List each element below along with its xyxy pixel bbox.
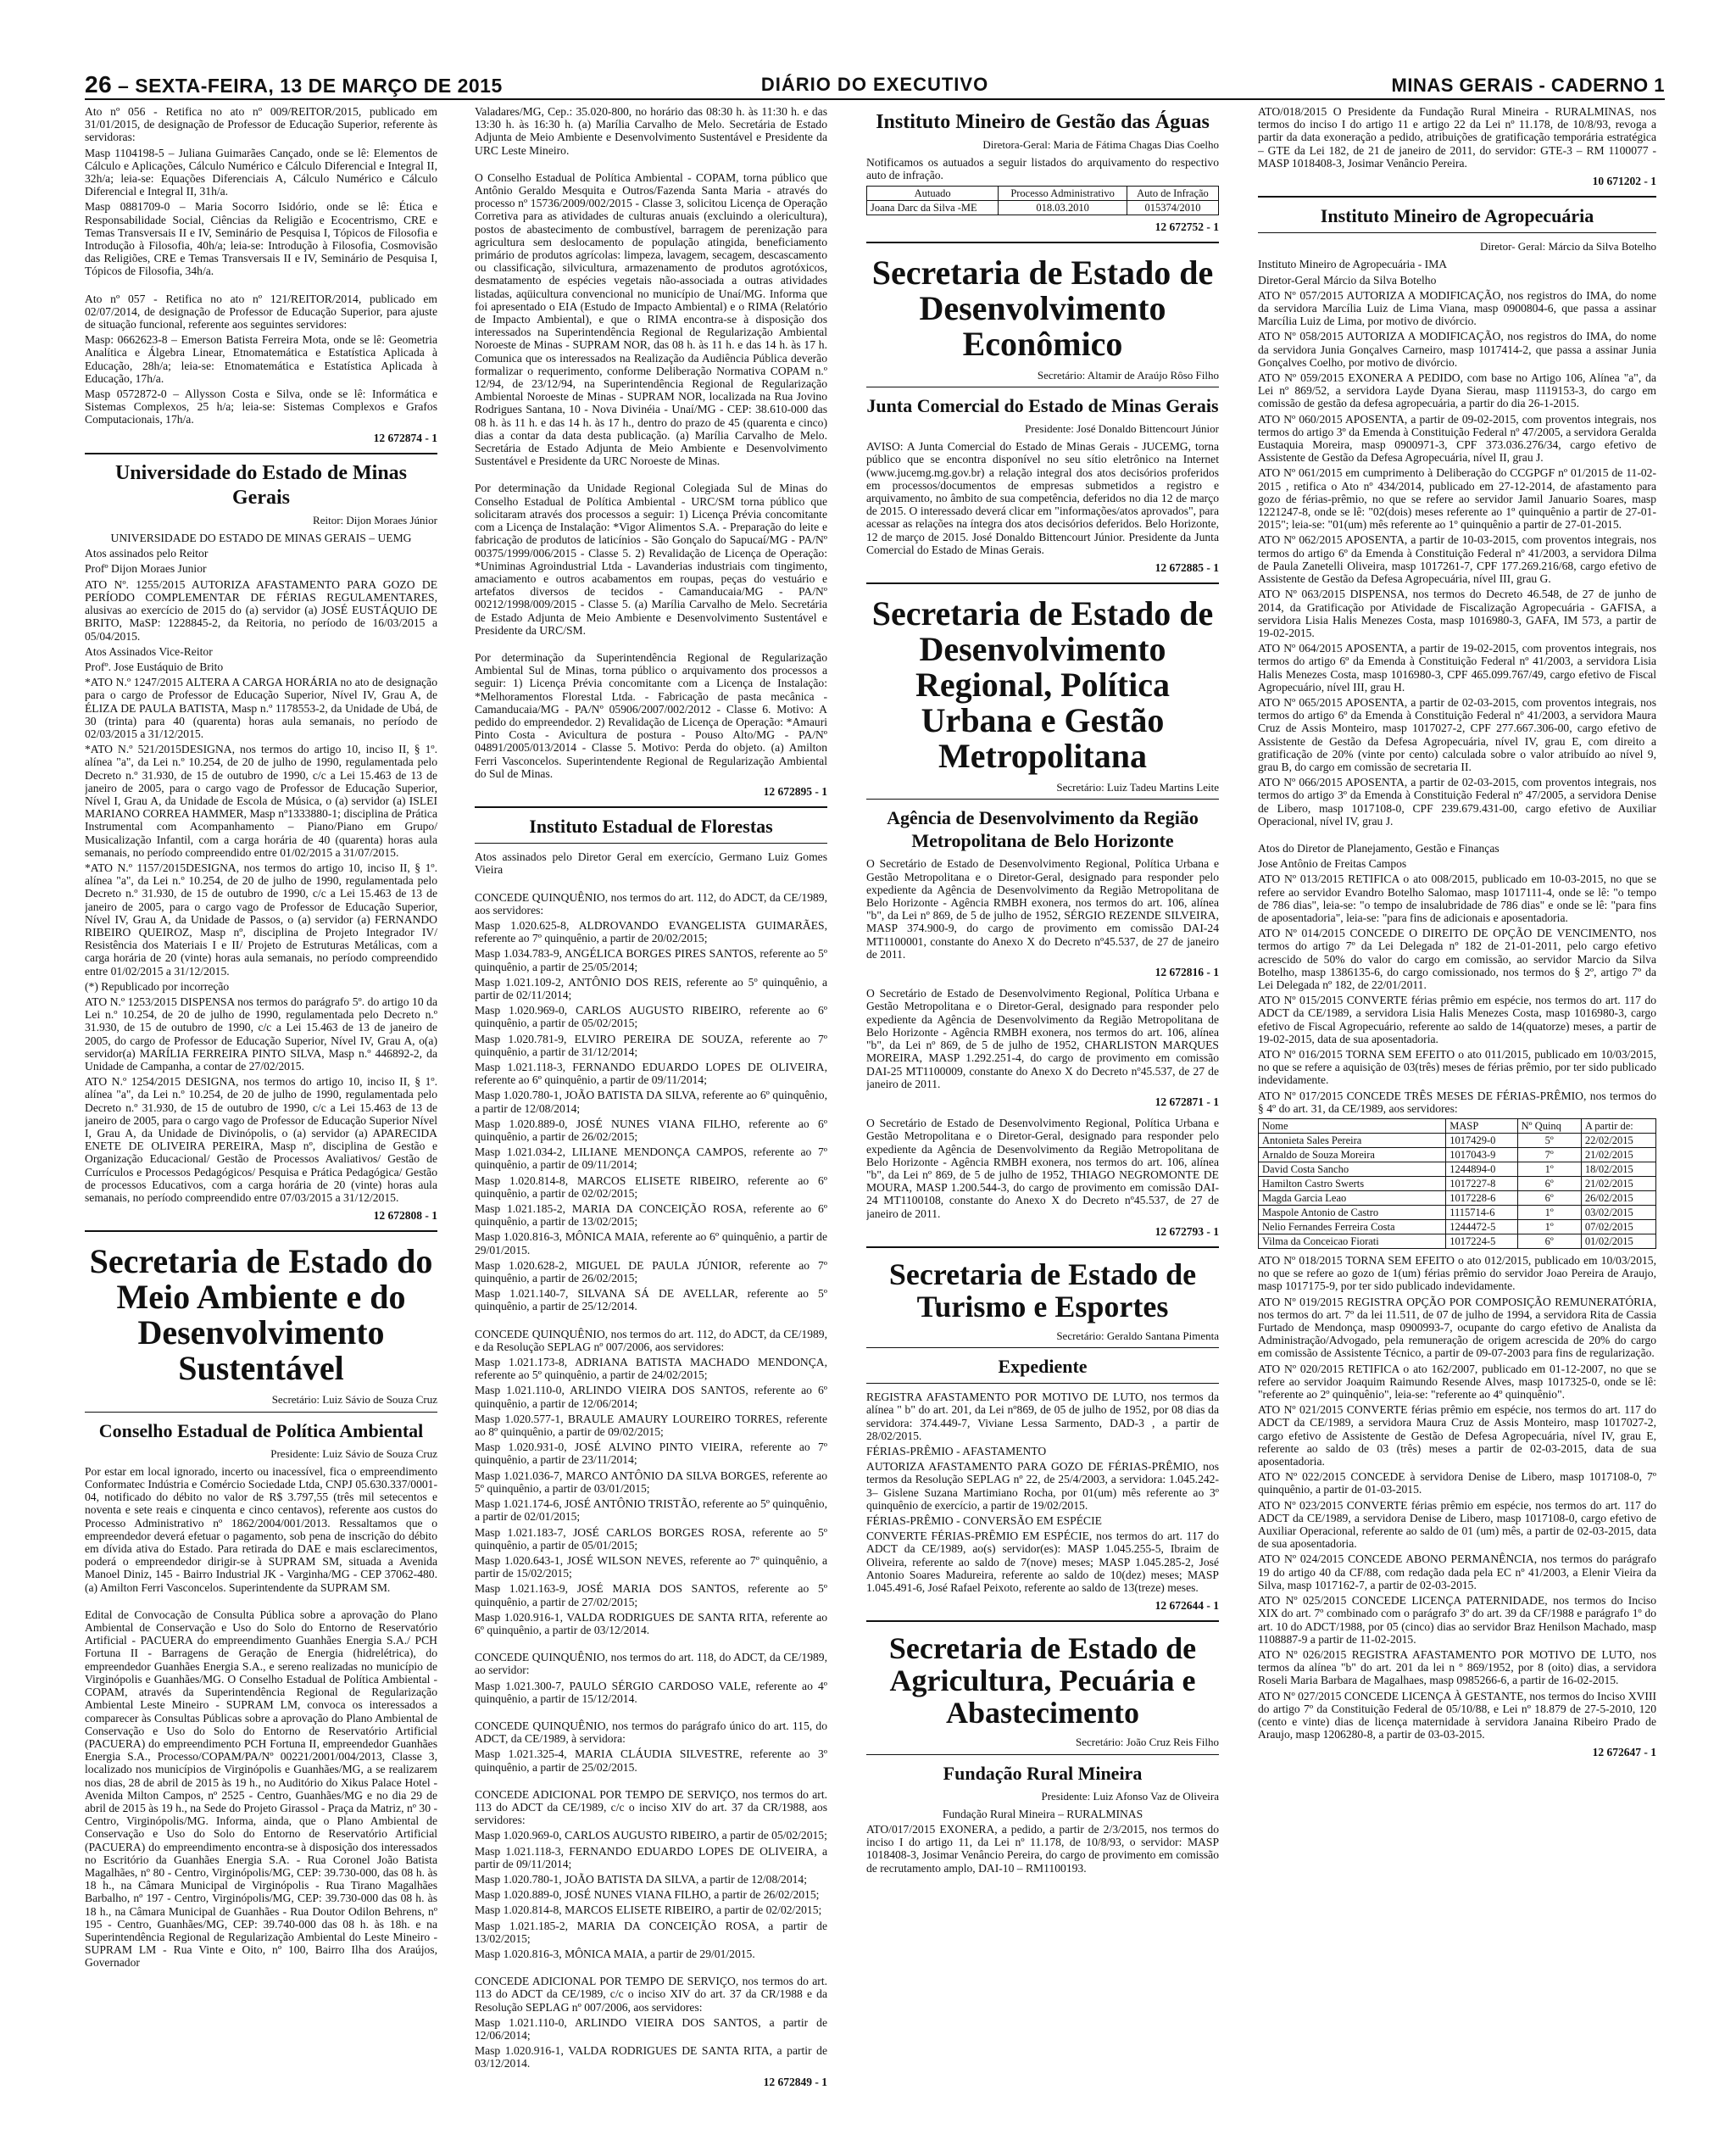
section-heading: Secretaria de Estado do Meio Ambiente e do Desenvolvimento Sustentável xyxy=(89,1242,433,1388)
paragraph: Masp 1.021.173-8, ADRIANA BATISTA MACHADO MENDONÇA, referente ao 5º quinquênio, a partir de 24/02/2015; xyxy=(475,1356,827,1382)
table-cell: 1º xyxy=(1517,1206,1581,1220)
publication-code: 12 672895 - 1 xyxy=(763,784,827,798)
table-cell: 1017224-5 xyxy=(1446,1234,1517,1249)
paragraph: AVISO: A Junta Comercial do Estado de Minas Gerais - JUCEMG, torna público que se encontra disponível no seu sítio eletrônico na Internet (www.jucemg.mg.gov.br) a relação integral dos atos decisórios proferidos em processos/documentos de empresas submetidos a registro e arquivamento, no âmbito de sua competência, deferidos no dia 12 de março de 2015. O interessado deverá clicar em "informações/atos aprovados", para acessar as relações na íntegra dos atos decisórios deferidos. Belo Horizonte, 12 de março de 2015. José Donaldo Bittencourt Júnior. Presidente da Junta Comercial do Estado de Minas Gerais. xyxy=(866,440,1219,556)
paragraph: Masp 1.021.036-7, MARCO ANTÔNIO DA SILVA BORGES, referente ao 5º quinquênio, a partir de 03/01/2015; xyxy=(475,1468,827,1495)
paragraph: ATO Nº 026/2015 REGISTRA AFASTAMENTO POR MOTIVO DE LUTO, nos termos da alínea "b" do art. 201 da lei n º 869/1952, por 8 (oito) dias, a servidora Roseli Maria Barbara de Magalhaes, masp 0985266-6, a partir de 16-02-2015. xyxy=(1258,1647,1656,1687)
divider xyxy=(85,1412,437,1413)
byline: Diretora-Geral: Maria de Fátima Chagas Dias Coelho xyxy=(982,138,1219,151)
table-cell: 1244894-0 xyxy=(1446,1162,1517,1177)
paragraph: Masp 1.020.816-3, MÔNICA MAIA, a partir de 29/01/2015. xyxy=(475,1947,755,1960)
section-heading: Universidade do Estado de Minas Gerais xyxy=(114,461,408,509)
paragraph: ATO Nº 057/2015 AUTORIZA A MODIFICAÇÃO, nos registros do IMA, do nome da servidora Marcília Luiz de Lima Viana, masp 0900804-6, que passa a assinar Marcília Luiz de Lima, por motivo de divórcio. xyxy=(1258,288,1656,328)
header-left xyxy=(85,71,503,98)
paragraph: ATO Nº 015/2015 CONVERTE férias prêmio em espécie, nos termos do art. 117 do ADCT da CE/1989, a servidora Lisia Halis Menezes Costa, masp 1016980-3, cargo efetivo de Fiscal Agropecuário, referente ao saldo de 14(quatorze) meses, a partir de 19-02-2015, data de sua aposentadoria. xyxy=(1258,994,1656,1045)
paragraph: CONCEDE QUINQUÊNIO, nos termos do art. 112, do ADCT, da CE/1989, aos servidores: xyxy=(475,890,827,917)
paragraph: (*) Republicado por incorreção xyxy=(85,979,230,993)
byline: Presidente: Luiz Sávio de Souza Cruz xyxy=(270,1446,437,1460)
table-cell: 21/02/2015 xyxy=(1581,1177,1655,1191)
paragraph: Masp 1.021.185-2, MARIA DA CONCEIÇÃO ROSA, a partir de 13/02/2015; xyxy=(475,1919,827,1945)
byline: Presidente: Luiz Afonso Vaz de Oliveira xyxy=(1041,1789,1219,1803)
byline: Presidente: José Donaldo Bittencourt Júnior xyxy=(1025,422,1219,436)
paragraph: Masp 1104198-5 – Juliana Guimarães Cançado, onde se lê: Elementos de Cálculo e Aplicações, Cálculo Numérico e Cálculo Diferencial e Integral II, 32h/a; leia-se: Equações Diferenciais A, Cálculo Numérico e Cálculo Diferencial e Integral II, 31h/a. xyxy=(85,146,437,198)
paragraph: ATO Nº 064/2015 APOSENTA, a partir de 19-02-2015, com proventos integrais, nos termos do artigo 6º da Emenda à Constituição Federal nº 41/2003, a servidora Lisia Halis Menezes Costa, masp 1016980-3, CPF 465.099.767/49, cargo efetivo de Fiscal Agropecuário, nível III, grau H. xyxy=(1258,642,1656,694)
paragraph: ATO Nº 021/2015 CONVERTE férias prêmio em espécie, nos termos do art. 117 do ADCT da CE/1989, a servidora Maura Cruz de Assis Monteiro, masp 1017027-2, cargo efetivo de Assistente de Gestão de Defesa Agropecuária, nível IV, grau E, referente ao saldo de 03 (três) meses a partir de 02-03-2015, data de sua aposentadoria. xyxy=(1258,1403,1656,1468)
paragraph: Masp 1.021.174-6, JOSÉ ANTÔNIO TRISTÃO, referente ao 5º quinquênio, a partir de 02/01/2015; xyxy=(475,1497,827,1524)
paragraph: ATO Nº 027/2015 CONCEDE LICENÇA À GESTANTE, nos termos do Inciso XVIII do artigo 7º da Constituição Federal de 05/10/88, e Lei nº 18.879 de 27-5-2010, 120 (cento e vinte) dias de licença maternidade à servidora Janaina Ribeiro Prado de Araujo, masp 1206280-8, a partir de 03-03-2015. xyxy=(1258,1689,1656,1742)
publication-code: 12 672808 - 1 xyxy=(373,1209,437,1223)
section-heading: Fundação Rural Mineira xyxy=(943,1762,1143,1784)
paragraph: ATO N.º 1253/2015 DISPENSA nos termos do parágrafo 5º. do artigo 10 da Lei n.º 10.254, de 20 de julho de 1990, regulamentada pelo Decreto n.º 31.930, de 15 de outubro de 1990, c/c a Lei 15.463 de 13 de janeiro de 2005, do cargo de Professor de Educação Superior, Nível IV, Grau A, o(a) servidor(a) MARÍLIA FERREIRA PINTO SILVA, Masp n.º 446892-2, da Unidade de Campanha, a contar de 27/02/2015. xyxy=(85,995,437,1073)
publication-code: 12 672871 - 1 xyxy=(1155,1095,1219,1108)
table-cell: 1115714-6 xyxy=(1446,1206,1517,1220)
paragraph: Masp 1.034.783-9, ANGÉLICA BORGES PIRES SANTOS, referente ao 5º quinquênio, a partir de 25/05/2014; xyxy=(475,947,827,973)
divider xyxy=(475,806,827,808)
table-cell: 1º xyxy=(1517,1220,1581,1234)
table-cell: 1017228-6 xyxy=(1446,1191,1517,1206)
paragraph: CONCEDE QUINQUÊNIO, nos termos do parágrafo único do art. 115, do ADCT, da CE/1989, à servidora: xyxy=(475,1719,827,1746)
paragraph: Valadares/MG, Cep.: 35.020-800, no horário das 08:30 h. às 11:30 h. e das 13:30 h. às 16:30 h. (a) Marília Carvalho de Melo. Secretária de Estado Adjunta de Meio Ambiente e Desenvolvimento Sustentável e Presidente da URC Leste Mineiro. xyxy=(475,105,827,157)
paragraph: ATO Nº 018/2015 TORNA SEM EFEITO o ato 012/2015, publicado em 10/03/2015, no que se refere ao gozo de 1(um) férias prêmio do servidor Joao Pereira de Araujo, masp 1017175-9, por ter sido publicado indevidamente. xyxy=(1258,1254,1656,1293)
table-cell: 07/02/2015 xyxy=(1581,1220,1655,1234)
divider xyxy=(866,799,1219,800)
section-heading: Expediente xyxy=(998,1356,1088,1378)
paragraph: Masp 1.020.625-8, ALDROVANDO EVANGELISTA GUIMARÃES, referente ao 7º quinquênio, a partir de 20/02/2015; xyxy=(475,918,827,945)
paragraph: Por determinação da Unidade Regional Colegiada Sul de Minas do Conselho Estadual de Política Ambiental - URC/SM torna público que solicitaram através dos processos a seguir: 1) Licença Prévia concomitante com a Licença de Instalação: *Vigor Alimentos S.A. - Preparação do leite e fabricação de produtos de laticínios - São Gonçalo do Sapucaí/MG - PA/Nº 00375/1999/006/2015 - Classe 5. 2) Revalidação de Licença de Operação: *Uniminas Agroindustrial Ltda - Lavanderias industriais com tingimento, amaciamento e outros acabamentos em roupas, peças do vestuário e artefatos diversos de tecidos - Camanducaia/MG - PA/Nº 00212/1998/009/2015 - Classe 5. (a) Marília Carvalho de Melo. Secretária de Estado Adjunta de Meio Ambiente e Desenvolvimento Sustentável e Presidente da URC/SM. xyxy=(475,482,827,637)
table-header-cell: A partir de: xyxy=(1581,1119,1655,1134)
publication-code: 12 672816 - 1 xyxy=(1155,966,1219,979)
paragraph: Masp 1.020.816-3, MÔNICA MAIA, referente ao 6º quinquênio, a partir de 29/01/2015. xyxy=(475,1230,827,1257)
divider xyxy=(866,242,1219,243)
paragraph: CONCEDE ADICIONAL POR TEMPO DE SERVIÇO, nos termos do art. 113 do ADCT da CE/1989, c/c o inciso XIV do art. 37 da CR/1988 e da Resolução SEPLAG nº 007/2006, aos servidores: xyxy=(475,1975,827,2014)
divider xyxy=(85,453,437,454)
section-heading: Junta Comercial do Estado de Minas Gerais xyxy=(866,395,1219,417)
paragraph: Fundação Rural Mineira – RURALMINAS xyxy=(942,1807,1143,1820)
paragraph: Masp 1.020.969-0, CARLOS AUGUSTO RIBEIRO, referente ao 6º quinquênio, a partir de 05/02/2015; xyxy=(475,1004,827,1030)
paragraph: Masp 1.020.781-9, ELVIRO PEREIRA DE SOUZA, referente ao 7º quinquênio, a partir de 31/12/2014; xyxy=(475,1032,827,1058)
paragraph: Notificamos os autuados a seguir listados do arquivamento do respectivo auto de infração. xyxy=(866,156,1219,182)
paragraph: Edital de Convocação de Consulta Pública sobre a aprovação do Plano Ambiental de Conservação e Uso do Solo do Entorno de Reservatório Artificial - PACUERA do empreendimento Guanhães Energia S.A./ PCH Fortuna II - Barragens de Geração de Energia (hidrelétrica), do empreendedor Guanhães Energia S.A., e sereno realizadas no município de Virginópolis e Guanhães/MG. O Conselho Estadual de Política Ambiental - COPAM, através da Superintendência Regional de Regularização Ambiental Leste Mineiro - SUPRAM LM, convoca os interessados a comparecer às Consultas Públicas sobre a aprovação do Plano Ambiental de Conservação e Uso do Solo do Entorno de Reservatório Artificial (PACUERA) do empreendimento PCH Fortuna II, empreendedor Guanhães Energia S.A., Processo/COPAM/PA/Nº 00221/2001/004/2013, Classe 3, localizado nos municípios de Virginópolis e Guanhães/MG, a se realizarem nos dias, 28 de abril de 2015 às 19 h., no Auditório do Xikus Palace Hotel - Avenida Milton Campos, nº 2525 - Centro, Guanhães/MG e no dia 29 de abril de 2015 às 19 h., na Sede do Projeto Girassol - Praça da Matriz, nº 30 - Centro, Virginópolis/MG. Informa, ainda, que o Plano Ambiental de Conservação e Uso do Solo do Entorno de Reservatório Artificial (PACUERA) do empreendimento encontra-se à disposição dos interessados no Escritório da Guanhães Energia S.A. - Rua Coronel João Batista Magalhães, nº 80 - Centro, Virginópolis/MG, CEP: 39.730-000, das 08 h. às 18 h., na Câmara Municipal de Virginópolis - Rua Tirano Magalhães Barbalho, nº 197 - Centro, Virginópolis/MG, CEP: 39.730-000 das 08 h. às 18 h., na Câmara Municipal de Guanhães - Rua Doutor Odilon Behrens, nº 195 - Centro, Guanhães/MG, CEP: 39.740-000 das 08 h. às 18h. e na Superintendência Regional de Regularização Ambiental do Leste Mineiro - SUPRAM LM - Rua Vinte e Oito, nº 100, Bairro Ilha dos Araújos, Governador xyxy=(85,1608,437,1970)
paragraph: *ATO N.º 1157/2015DESIGNA, nos termos do artigo 10, inciso II, § 1º. alínea "a", da Lei n.º 10.254, de 20 de julho de 1990, regulamentada pelo Decreto n.º 31.930, de 15 de outubro de 1990, c/c a Lei 15.463 de 13 de janeiro de 2005, para o cargo vago de Professor de Educação Superior, Nível IV, Grau A, da Unidade de Passos, o (a) servidor (a) FERNANDO RIBEIRO QUEIROZ, Masp nº, disciplina de Projeto Integrador IV/ Resistência dos Materiais I e II/ Projeto de Estruturas Metálicas, com a carga horária de 20 (vinte) horas aula semanais, no período compreendido entre 01/02/2015 a 31/12/2015. xyxy=(85,861,437,978)
paragraph: REGISTRA AFASTAMENTO POR MOTIVO DE LUTO, nos termos da alínea " b" do art. 201, da Lei nº869, de 05 de julho de 1952, por 08 dias da servidora: 374.449-7, Viviane Lessa Sarmento, DAD-3 , a partir de 28/02/2015. xyxy=(866,1390,1219,1442)
paragraph: O Secretário de Estado de Desenvolvimento Regional, Política Urbana e Gestão Metropolitana e o Diretor-Geral, designado para responder pelo expediente da Agência de Desenvolvimento da Região Metropolitana de Belo Horizonte - Agência RMBH exonera, nos termos do art. 106, alínea "b", da Lei nº 869, de 5 de julho de 1952, CHARLISTON MARQUES MOREIRA, MASP 1.292.251-4, do cargo de provimento em comissão DAI-25 MT1100009, constante do Anexo X do Decreto nº45.537, de 27 de janeiro de 2011. xyxy=(866,987,1219,1090)
section-heading: Secretaria de Estado de Desenvolvimento Econômico xyxy=(871,253,1214,363)
section-heading: Conselho Estadual de Política Ambiental xyxy=(98,1419,424,1441)
paragraph: Atos Assinados Vice-Reitor xyxy=(85,644,213,658)
table-cell: 5º xyxy=(1517,1134,1581,1148)
paragraph: Masp 1.021.118-3, FERNANDO EDUARDO LOPES DE OLIVEIRA, a partir de 09/11/2014; xyxy=(475,1844,827,1870)
paragraph: ATO N.º 1254/2015 DESIGNA, nos termos do artigo 10, inciso II, § 1º. alínea "a", da Lei n.º 10.254, de 20 de julho de 1990, regulamentada pelo Decreto n.º 31.930, de 15 de outubro de 1990, c/c a Lei 15.463 de 13 de janeiro de 2005, para o cargo vago de Professor de Educação Superior Nível I, Grau A, da Unidade de Divinópolis, o (a) servidor (a) APARECIDA ENETE DE OLIVEIRA PEREIRA, Masp nº, disciplina de Gestão e Organização Educacional/ Gestão de Processos Avaliativos/ Gestão de Currículos e Processos Pedagógicos/ Pesquisa e Prática Pedagógica/ Gestão de processos Educativos, com a carga horária de 20 (vinte) horas aula semanais, no período compreendido entre 07/03/2015 a 31/12/2015. xyxy=(85,1075,437,1205)
section-heading: Instituto Mineiro de Gestão das Águas xyxy=(876,111,1210,133)
paragraph: Ato nº 057 - Retifica no ato nº 121/REITOR/2014, publicado em 02/07/2014, de designação de Professor de Educação Superior, para ajuste de situação funcional, referente aos seguintes servidores: xyxy=(85,292,437,332)
table-cell: Vilma da Conceicao Fiorati xyxy=(1259,1234,1446,1249)
paragraph: Profº. Jose Eustáquio de Brito xyxy=(85,660,224,673)
table-cell: Nelio Fernandes Ferreira Costa xyxy=(1259,1220,1446,1234)
paragraph: ATO Nº 020/2015 RETIFICA o ato 162/2007, publicado em 01-12-2007, no que se refere ao servidor Joaquim Raimundo Resende Alves, masp 1017325-0, onde se lê: "referente ao 2º quinquênio", leia-se: "referente ao 4º quinquênio". xyxy=(1258,1362,1656,1402)
paragraph: Masp 1.021.110-0, ARLINDO VIEIRA DOS SANTOS, referente ao 6º quinquênio, a partir de 12/06/2014; xyxy=(475,1384,827,1410)
table-header-cell: Auto de Infração xyxy=(1127,186,1218,200)
table-header-cell: Nº Quinq xyxy=(1517,1119,1581,1134)
column-4 xyxy=(1258,105,1656,2127)
paragraph: Masp 1.021.300-7, PAULO SÉRGIO CARDOSO VALE, referente ao 4º quinquênio, a partir de 15/12/2014. xyxy=(475,1679,827,1705)
paragraph: Masp 1.020.814-8, MARCOS ELISETE RIBEIRO, referente ao 6º quinquênio, a partir de 02/02/2015; xyxy=(475,1173,827,1200)
paragraph: Masp 1.020.628-2, MIGUEL DE PAULA JÚNIOR, referente ao 7º quinquênio, a partir de 26/02/2015; xyxy=(475,1258,827,1285)
header-date: – SEXTA-FEIRA, 13 DE MARÇO DE 2015 xyxy=(112,75,503,97)
paragraph: Por determinação da Superintendência Regional de Regularização Ambiental Sul de Minas, torna público o arquivamento dos processos a seguir: 1) Licença Prévia concomitante com a Licença de Instalação: *Melhoramentos Florestal Ltda. - Fabricação de pasta mecânica - Camanducaia/MG - PA/Nº 05906/2007/002/2012 - Classe 6. Motivo: A pedido do empreendedor. 2) Revalidação de Licença de Operação: *Amauri Pinto Costa - Avicultura de postura - Pouso Alto/MG - PA/Nº 04891/2005/013/2014 - Classe 5. Motivo: Perda do objeto. (a) Amilton Ferri Vasconcelos. Superintendente Regional de Regularização Ambiental do Sul de Minas. xyxy=(475,650,827,780)
page-header xyxy=(85,68,1665,100)
table-cell: 018.03.2010 xyxy=(999,200,1127,215)
paragraph: Masp 1.020.780-1, JOÃO BATISTA DA SILVA, referente ao 6º quinquênio, a partir de 12/08/2014; xyxy=(475,1089,827,1115)
paragraph: CONCEDE ADICIONAL POR TEMPO DE SERVIÇO, nos termos do art. 113 do ADCT da CE/1989, c/c o inciso XIV do art. 37 da CR/1988, aos servidores: xyxy=(475,1787,827,1827)
ferias-premio-table xyxy=(1258,1118,1656,1249)
byline: Reitor: Dijon Moraes Júnior xyxy=(313,513,437,527)
paragraph: UNIVERSIDADE DO ESTADO DE MINAS GERAIS – UEMG xyxy=(110,532,412,545)
divider xyxy=(1258,232,1656,233)
paragraph: Masp 1.021.183-7, JOSÉ CARLOS BORGES ROSA, referente ao 5º quinquênio, a partir de 05/01/2015; xyxy=(475,1525,827,1552)
table-header-cell: Processo Administrativo xyxy=(999,186,1127,200)
paragraph: Instituto Mineiro de Agropecuária - IMA xyxy=(1258,258,1448,271)
column-1 xyxy=(85,105,437,2127)
paragraph: FÉRIAS-PRÊMIO - CONVERSÃO EM ESPÉCIE xyxy=(866,1513,1102,1527)
table-cell: 03/02/2015 xyxy=(1581,1206,1655,1220)
byline: Secretário: João Cruz Reis Filho xyxy=(1076,1736,1219,1749)
byline: Secretário: Luiz Tadeu Martins Leite xyxy=(1056,781,1219,794)
table-cell: Arnaldo de Souza Moreira xyxy=(1259,1148,1446,1162)
paragraph: Masp 1.021.140-7, SILVANA SÁ DE AVELLAR, referente ao 5º quinquênio, a partir de 25/12/2014. xyxy=(475,1287,827,1313)
table-cell: 1017043-9 xyxy=(1446,1148,1517,1162)
paragraph: Masp: 0662623-8 – Emerson Batista Ferreira Mota, onde se lê: Geometria Analítica e Álgebra Linear, Etnomatemática e Estatística Aplicada à Educação, 28h/a; leia-se: Etnomatemática e Estatística Aplicada à Educação, 17h/a. xyxy=(85,333,437,385)
table-cell: 1244472-5 xyxy=(1446,1220,1517,1234)
table-cell: 6º xyxy=(1517,1234,1581,1249)
divider xyxy=(866,1383,1219,1384)
table-cell: Antonieta Sales Pereira xyxy=(1259,1134,1446,1148)
paragraph: *ATO N.º 521/2015DESIGNA, nos termos do artigo 10, inciso II, § 1º. alínea "a", da Lei n.º 10.254, de 20 de julho de 1990, regulamentada pelo Decreto n.º 31.930, de 15 de outubro de 1990, c/c a Lei 15.463 de 13 de janeiro de 2005, para o cargo vago de Professor de Educação Superior, Nível I, Grau A, da Unidade de Escola de Música, o (a) servidor (a) ISLEI MARIANO CORREA HAMMER, Masp nº1333880-1; disciplina de Prática Instrumental com Acompanhamento – Piano/Piano em Grupo/ Musicalização Infantil, com a carga horária de 40 (quarenta) horas aula semanais, no período compreendido entre 01/02/2015 a 31/07/2015. xyxy=(85,743,437,859)
publication-code: 12 672849 - 1 xyxy=(763,2075,827,2088)
paragraph: ATO/017/2015 EXONERA, a pedido, a partir de 2/3/2015, nos termos do inciso I do artigo 11, da Lei nº 11.178, de 10/8/93, o servidor: MASP 1018408-3, Josimar Venâncio Pereira, do cargo de provimento em comissão de recrutamento amplo, DAI-10 – RM1100193. xyxy=(866,1823,1219,1875)
page-number: 26 xyxy=(85,71,113,98)
paragraph: Jose Antônio de Freitas Campos xyxy=(1258,857,1407,871)
publication-title: DIÁRIO DO EXECUTIVO xyxy=(760,74,989,95)
paragraph: ATO Nº 058/2015 AUTORIZA A MODIFICAÇÃO, nos registros do IMA, do nome da servidora Junia Gonçalves Carneiro, masp 1017414-2, que passa a assinar Junia Gonçalves Coelho, por motivo de divórcio. xyxy=(1258,330,1656,369)
section-heading: Secretaria de Estado de Turismo e Esportes xyxy=(888,1257,1197,1324)
table-header-cell: Nome xyxy=(1259,1119,1446,1134)
paragraph: ATO Nº 025/2015 CONCEDE LICENÇA PATERNIDADE, nos termos do Inciso XIX do art. 7º combinado com o parágrafo 3º do art. 39 da CF/1988 e parágrafo 1º do art. 10 do ADCT/1988, por 05 (cinco) dias ao servidor Braz Henilson Machado, masp 1108887-9 a partir de 11-02-2015. xyxy=(1258,1594,1656,1646)
divider xyxy=(866,1347,1219,1348)
paragraph: O Conselho Estadual de Política Ambiental - COPAM, torna público que Antônio Geraldo Mesquita e Outros/Fazenda Santa Maria - através do processo nº 15736/2009/002/2015 - Classe 3, solicitou Licença de Operação Corretiva para as atividades de culturas anuais (excluindo a olericultura), postos de abastecimento de combustível, barragem de perenização para agricultura sem deslocamento de população atingida, beneficiamento primário de produtos agrícolas: limpeza, lavagem, secagem, descascamento ou classificação, silvicultura, armazenamento de produtos agrotóxicos, desmatamento de espécies vegetais não-associada a outras atividades listadas, aqüicultura convencional no município de Unaí/MG. Informa que foi apresentado o EIA (Estudo de Impacto Ambiental) e o RIMA (Relatório de Impacto Ambiental), e que o RIMA encontra-se à disposição dos interessados na Superintendência Regional de Regularização Ambiental Noroeste de Minas - SUPRAM NOR, das 08 h. às 11 h. e das 14 h. às 17 h. Comunica que os interessados na Realização da Audiência Pública deverão formalizar o requerimento, conforme Deliberação Normativa COPAM n.º 12/94, de 23/12/94, na Superintendência Regional de Regularização Ambiental Noroeste de Minas - SUPRAM NOR, localizada na Rua Jovino Rodrigues Santana, 10 - Nova Divinéia - Unaí/MG - CEP: 38.610-000 das 08 h. às 11 h. e das 14 h. às 17 h., dentro do prazo de 45 (quarenta e cinco) dias a contar da data desta publicação. (a) Marília Carvalho de Melo. Secretária de Estado Adjunta de Meio Ambiente e Desenvolvimento Sustentável e Presidente da URC Noroeste de Minas. xyxy=(475,170,827,468)
paragraph: ATO Nº 061/2015 em cumprimento à Deliberação do CCGPGF nº 01/2015 de 11-02-2015 , retifica o Ato nº 434/2014, publicado em 27-12-2014, de afastamento para gozo de férias-prêmio, no que se refere ao servidor Jamil Januario Soares, masp 1221247-8, onde se lê: "02(dois) meses referente ao 1º quinquênio a partir de 27-01-2015"; leia-se: "01(um) mês referente ao 1º quinquênio a partir de 27-01-2015. xyxy=(1258,466,1656,532)
paragraph: Masp 1.020.577-1, BRAULE AMAURY LOUREIRO TORRES, referente ao 8º quinquênio, a partir de 09/02/2015; xyxy=(475,1412,827,1439)
table-cell: 1017429-0 xyxy=(1446,1134,1517,1148)
paragraph: Masp 1.020.889-0, JOSÉ NUNES VIANA FILHO, a partir de 26/02/2015; xyxy=(475,1888,820,1902)
paragraph: Ato nº 056 - Retifica no ato nº 009/REITOR/2015, publicado em 31/01/2015, de designação de Professor de Educação Superior, referente às servidoras: xyxy=(85,105,437,144)
publication-code: 12 672644 - 1 xyxy=(1155,1599,1219,1613)
paragraph: ATO/018/2015 O Presidente da Fundação Rural Mineira - RURALMINAS, nos termos do inciso I do artigo 11 e artigo 22 da Lei nº 11.178, de 10/8/93, revoga a partir da data exoneração a pedido, atribuições de gratificação temporária estratégica – GTE da Lei 182, de 21 de janeiro de 2011, do servidor: GTE-3 – RM 1100077 - MASP 1018408-3, Josimar Venâncio Pereira. xyxy=(1258,105,1656,170)
table-row xyxy=(1259,1191,1656,1206)
paragraph: O Secretário de Estado de Desenvolvimento Regional, Política Urbana e Gestão Metropolitana e o Diretor-Geral, designado para responder pelo expediente da Agência de Desenvolvimento da Região Metropolitana de Belo Horizonte - Agência RMBH exonera, nos termos do art. 106, alínea "b", da Lei nº 869, de 5 de julho de 1952, THIAGO NEGROMONTE DE MOURA, MASP 1.200.544-3, do cargo de provimento em comissão DAI-24 MT1100108, constante do Anexo X do Decreto nº45.537, de 27 de janeiro de 2011. xyxy=(866,1117,1219,1220)
table-row xyxy=(1259,1206,1656,1220)
paragraph: Masp 1.020.916-1, VALDA RODRIGUES DE SANTA RITA, referente ao 6º quinquênio, a partir de 03/12/2014. xyxy=(475,1610,827,1636)
table-header-row xyxy=(1259,1119,1656,1134)
paragraph: ATO Nº 060/2015 APOSENTA, a partir de 09-02-2015, com proventos integrais, nos termos do artigo 3º da Emenda à Constituição Federal nº 47/2005, a servidora Geralda Eustaquia Moreira, masp 0900971-3, CPF 373.036.276/34, cargo efetivo de Assistente de Gestão da Defesa Agropecuária, nível II, grau J. xyxy=(1258,412,1656,465)
paragraph: ATO Nº 023/2015 CONVERTE férias prêmio em espécie, nos termos do art. 117 do ADCT da CE/1989, a servidora Denise de Libero, masp 1017108-0, cargo efetivo de Auxiliar Operacional, referente ao saldo de 01 (um) mês, a partir de 02-03-2015, data de sua aposentadoria. xyxy=(1258,1498,1656,1551)
paragraph: Masp 1.021.118-3, FERNANDO EDUARDO LOPES DE OLIVEIRA, referente ao 6º quinquênio, a partir de 09/11/2014; xyxy=(475,1061,827,1087)
archive-table xyxy=(866,186,1219,215)
paragraph: CONCEDE QUINQUÊNIO, nos termos do art. 118, do ADCT, da CE/1989, ao servidor: xyxy=(475,1651,827,1677)
table-cell: 7º xyxy=(1517,1148,1581,1162)
section-heading: Instituto Estadual de Florestas xyxy=(529,816,773,838)
byline: Secretário: Luiz Sávio de Souza Cruz xyxy=(271,1393,437,1407)
paragraph: ATO Nº 066/2015 APOSENTA, a partir de 02-03-2015, com proventos integrais, nos termos do artigo 3º da Emenda à Constituição Federal nº 47/2005, a servidora Denise de Libero, masp 1017108-0, CPF 239.679.431-00, cargo efetivo de Auxiliar Operacional, nível IV, grau J. xyxy=(1258,776,1656,828)
paragraph: Masp 0881709-0 – Maria Socorro Isidório, onde se lê: Ética e Responsabilidade Social, Ciências da Religião e Ecocentrismo, CRE e Temas Transversais II e IV, Seminário de Pesquisa I, Tópicos de Filosofia e Introdução à Filosofia, 40h/a; leia-se: Introdução à Filosofia, Cosmovisão das Religiões, CRE e Temas Transversais II e IV, Seminário de Pesquisa I, Tópicos de Filosofia, 34h/a. xyxy=(85,200,437,278)
table-cell: 6º xyxy=(1517,1191,1581,1206)
paragraph: *ATO N.º 1247/2015 ALTERA A CARGA HORÁRIA no ato de designação para o cargo de Professor de Educação Superior, Nível IV, Grau A, de ÉLIZA DE PAULA BATISTA, Masp n.º 1178553-2, da Unidade de Ubá, de 30 (trinta) para 40 (quarenta) horas aula semanais, no período de 02/03/2015 a 31/12/2015. xyxy=(85,676,437,740)
divider xyxy=(866,1620,1219,1622)
paragraph: Masp 1.021.163-9, JOSÉ MARIA DOS SANTOS, referente ao 5º quinquênio, a partir de 27/02/2015; xyxy=(475,1582,827,1608)
table-cell: Hamilton Castro Swerts xyxy=(1259,1177,1446,1191)
table-cell: 1017227-8 xyxy=(1446,1177,1517,1191)
paragraph: Atos assinados pelo Reitor xyxy=(85,547,209,560)
paragraph: O Secretário de Estado de Desenvolvimento Regional, Política Urbana e Gestão Metropolitana e o Diretor-Geral, designado para responder pelo expediente da Agência de Desenvolvimento da Região Metropolitana de Belo Horizonte - Agência RMBH exonera, nos termos do art. 106, alínea "b", da Lei nº 869, de 5 de julho de 1952, SÉRGIO REZENDE SILVEIRA, MASP 374.900-9, do cargo de provimento em comissão DAI-24 MT1100001, constante do Anexo X do Decreto nº45.537, de 27 de janeiro de 2011. xyxy=(866,857,1219,961)
paragraph: Profº Dijon Moraes Junior xyxy=(85,562,207,576)
table-cell: 21/02/2015 xyxy=(1581,1148,1655,1162)
table-cell: 015374/2010 xyxy=(1127,200,1218,215)
paragraph: ATO Nº 014/2015 CONCEDE O DIREITO DE OPÇÃO DE VENCIMENTO, nos termos do artigo 7º da Lei Delegada nº 182 de 21-01-2011, pelo cargo efetivo acrescido de 50% do valor do cargo em comissão, ao servidor Marcio da Silva Botelho, masp 1386135-6, do cargo comissionado, nos termos do § 2º, artigo 7º da Lei Delegada nº 182, de 22/01/2011. xyxy=(1258,927,1656,991)
paragraph: Masp 1.020.916-1, VALDA RODRIGUES DE SANTA RITA, a partir de 03/12/2014. xyxy=(475,2044,827,2070)
table-cell: 01/02/2015 xyxy=(1581,1234,1655,1249)
table-cell: 26/02/2015 xyxy=(1581,1191,1655,1206)
publication-code: 10 671202 - 1 xyxy=(1592,175,1656,188)
publication-code: 12 672885 - 1 xyxy=(1155,561,1219,575)
paragraph: ATO Nº. 1255/2015 AUTORIZA AFASTAMENTO PARA GOZO DE PERÍODO COMPLEMENTAR DE FÉRIAS REGULAMENTARES, alusivas ao exercício de 2015 do (a) servidor (a) JOSÉ EUSTÁQUIO DE BRITO, MaSP: 1228845-2, da Reitoria, no período de 16/03/2015 a 05/04/2015. xyxy=(85,577,437,643)
paragraph: Masp 1.020.814-8, MARCOS ELISETE RIBEIRO, a partir de 02/02/2015; xyxy=(475,1903,822,1917)
paragraph: ATO Nº 063/2015 DISPENSA, nos termos do Decreto 46.548, de 27 de junho de 2014, da Gratificação por Atividade de Fiscalização Agropecuária - GAFISA, a servidora Lisia Halis Menezes Costa, masp 1016980-3, GAFA, IM 573, a partir de 19-02-2015. xyxy=(1258,588,1656,639)
table-cell: 22/02/2015 xyxy=(1581,1134,1655,1148)
table-cell: 18/02/2015 xyxy=(1581,1162,1655,1177)
table-row xyxy=(1259,1220,1656,1234)
publication-code: 12 672874 - 1 xyxy=(373,431,437,444)
paragraph: Masp 1.020.643-1, JOSÉ WILSON NEVES, referente ao 7º quinquênio, a partir de 15/02/2015; xyxy=(475,1553,827,1580)
paragraph: ATO Nº 022/2015 CONCEDE à servidora Denise de Libero, masp 1017108-0, 7º quinquênio, a partir de 01-03-2015. xyxy=(1258,1470,1656,1496)
section-label: MINAS GERAIS - CADERNO 1 xyxy=(1391,75,1665,96)
table-cell: Maspole Antonio de Castro xyxy=(1259,1206,1446,1220)
table-row xyxy=(1259,1148,1656,1162)
table-cell: Magda Garcia Leao xyxy=(1259,1191,1446,1206)
paragraph: Masp 1.020.969-0, CARLOS AUGUSTO RIBEIRO, a partir de 05/02/2015; xyxy=(475,1829,827,1842)
byline: Diretor- Geral: Márcio da Silva Botelho xyxy=(1479,240,1656,254)
divider xyxy=(85,1230,437,1232)
paragraph: FÉRIAS-PRÊMIO - AFASTAMENTO xyxy=(866,1444,1047,1457)
paragraph: Masp 1.021.110-0, ARLINDO VIEIRA DOS SANTOS, a partir de 12/06/2014; xyxy=(475,2015,827,2042)
paragraph: Masp 1.020.931-0, JOSÉ ALVINO PINTO VIEIRA, referente ao 7º quinquênio, a partir de 23/11/2014; xyxy=(475,1441,827,1467)
paragraph: Masp 1.021.109-2, ANTÔNIO DOS REIS, referente ao 5º quinquênio, a partir de 02/11/2014; xyxy=(475,975,827,1001)
table-row xyxy=(1259,1162,1656,1177)
paragraph: ATO Nº 019/2015 REGISTRA OPÇÃO POR COMPOSIÇÃO REMUNERATÓRIA, nos termos do art. 7º da lei 11.511, de 07 de julho de 1994, a servidora Rita de Cassia Furtado de Mendonça, masp 0900993-7, ocupante do cargo efetivo de Analista da Administração/Advogado, pela remuneração de origem acrescida de 20% do cargo em comissão de Assistente Técnico, a partir de 09-07-2003 para fins de regularização. xyxy=(1258,1295,1656,1360)
publication-code: 12 672793 - 1 xyxy=(1155,1224,1219,1238)
paragraph: ATO Nº 024/2015 CONCEDE ABONO PERMANÊNCIA, nos termos do parágrafo 19 do artigo 40 da CF/88, com redação dada pela EC nº 41/2003, a Elenir Vieira da Silva, masp 1017162-7, a partir de 02-03-2015. xyxy=(1258,1552,1656,1591)
divider xyxy=(1258,196,1656,198)
byline: Secretário: Altamir de Araújo Rôso Filho xyxy=(1037,368,1219,382)
paragraph: Diretor-Geral Márcio da Silva Botelho xyxy=(1258,273,1437,287)
paragraph: Atos assinados pelo Diretor Geral em exercício, Germano Luiz Gomes Vieira xyxy=(475,850,827,877)
paragraph: Masp 1.020.889-0, JOSÉ NUNES VIANA FILHO, referente ao 6º quinquênio, a partir de 26/02/2015; xyxy=(475,1117,827,1144)
table-row xyxy=(867,200,1219,215)
table-cell: 6º xyxy=(1517,1177,1581,1191)
divider xyxy=(866,582,1219,584)
paragraph: CONCEDE QUINQUÊNIO, nos termos do art. 112, do ADCT, da CE/1989, e da Resolução SEPLAG nº 007/2006, aos servidores: xyxy=(475,1327,827,1353)
publication-code: 12 672752 - 1 xyxy=(1155,220,1219,233)
section-heading: Agência de Desenvolvimento da Região Metropolitana de Belo Horizonte xyxy=(887,807,1199,852)
table-cell: 1º xyxy=(1517,1162,1581,1177)
paragraph: ATO Nº 016/2015 TORNA SEM EFEITO o ato 011/2015, publicado em 10/03/2015, no que se refere a aquisição de 03(três) meses de férias prêmio, por ter sido publicado indevidamente. xyxy=(1258,1048,1656,1087)
table-row xyxy=(1259,1234,1656,1249)
publication-code: 12 672647 - 1 xyxy=(1592,1746,1656,1759)
column-2 xyxy=(475,105,827,2127)
byline: Secretário: Geraldo Santana Pimenta xyxy=(1056,1329,1219,1342)
table-header-cell: MASP xyxy=(1446,1119,1517,1134)
section-heading: Secretaria de Estado de Desenvolvimento Regional, Política Urbana e Gestão Metropolitana xyxy=(871,594,1214,776)
table-cell: Joana Darc da Silva -ME xyxy=(867,200,999,215)
table-cell: David Costa Sancho xyxy=(1259,1162,1446,1177)
paragraph: Masp 0572872-0 – Allysson Costa e Silva, onde se lê: Informática e Sistemas Complexos, 25 h/a; leia-se: Sistemas Complexos e Grafos Computacionais, 17h/a. xyxy=(85,387,437,426)
paragraph: ATO Nº 059/2015 EXONERA A PEDIDO, com base no Artigo 106, Alínea "a", da Lei nº 869/52, a servidora Layde Dyana Sierau, masp 1119153-3, do cargo em comissão de gestão da defesa agropecuária, a partir do dia 26-1-2015. xyxy=(1258,371,1656,410)
table-row xyxy=(1259,1177,1656,1191)
paragraph: ATO Nº 013/2015 RETIFICA o ato 008/2015, publicado em 10-03-2015, no que se refere ao servidor Evandro Botelho Salomao, masp 1017111-4, onde se lê: "o tempo de 786 dias", leia-se: "o tempo de insalubridade de 786 dias" e onde se lê: "para fins de aposentadoria", leia-se: "para fins de adicionais e aposentadoria. xyxy=(1258,872,1656,924)
section-heading: Instituto Mineiro de Agropecuária xyxy=(1320,205,1594,227)
divider xyxy=(866,1754,1219,1755)
paragraph: Atos do Diretor de Planejamento, Gestão e Finanças xyxy=(1258,841,1500,855)
paragraph: ATO Nº 062/2015 APOSENTA, a partir de 10-03-2015, com proventos integrais, nos termos do artigo 6º da Emenda à Constituição Federal nº 41/2003, a servidora Dilma de Paula Zanetelli Oliveira, masp 1017261-7, CPF 177.269.216/68, cargo efetivo de Assistente de Gestão da Defesa Agropecuária, nível III, grau G. xyxy=(1258,533,1656,586)
column-3 xyxy=(866,105,1219,2127)
table-row xyxy=(1259,1134,1656,1148)
paragraph: AUTORIZA AFASTAMENTO PARA GOZO DE FÉRIAS-PRÊMIO, nos termos da Resolução SEPLAG nº 22, de 25/4/2003, a servidora: 1.045.242-3– Gislene Suzana Martimiano Rocha, por 01(um) mês referente ao 3º quinquênio de exercício, a partir de 19/02/2015. xyxy=(866,1460,1219,1512)
paragraph: Por estar em local ignorado, incerto ou inacessível, fica o empreendimento Conformatec Indústria e Comércio Sociedade Ltda, CNPJ 05.630.337/0001-04, notificado do débito no valor de R$ 3.797,55 (três mil setecentos e noventa e sete reais e cinquenta e cinco centavos), referente aos custos do Processo Administrativo nº 1862/2004/001/2013. Ressaltamos que o empreendedor deverá efetuar o pagamento, sob pena de inscrição do débito em dívida ativa do Estado. Para retirada do DAE e mais esclarecimentos, poderá o empreendedor dirigir-se à SUPRAM SM, situada a Avenida Manoel Diniz, 145 - Bairro Industrial JK - Varginha/MG - CEP 37062-480. (a) Amilton Ferri Vasconcelos. Superintendente da SUPRAM SM. xyxy=(85,1464,437,1594)
section-heading: Secretaria de Estado de Agricultura, Pecuária e Abastecimento xyxy=(888,1631,1197,1730)
paragraph: Masp 1.021.034-2, LILIANE MENDONÇA CAMPOS, referente ao 7º quinquênio, a partir de 09/11/2014; xyxy=(475,1145,827,1172)
divider xyxy=(866,1246,1219,1248)
paragraph: Masp 1.021.185-2, MARIA DA CONCEIÇÃO ROSA, referente ao 6º quinquênio, a partir de 13/02/2015; xyxy=(475,1202,827,1229)
paragraph: ATO Nº 065/2015 APOSENTA, a partir de 02-03-2015, com proventos integrais, nos termos do artigo 6º da Emenda à Constituição Federal nº 41/2003, a servidora Maura Cruz de Assis Monteiro, masp 1017027-2, CPF 277.667.306-00, cargo efetivo de Assistente de Gestão da Defesa Agropecuária, nível IV, grau E, com direito a gratificação de 20% (vinte por cento) calculada sobre o valor atribuído ao nível 9, grau B, do cargo em comissão de secretaria II. xyxy=(1258,695,1656,773)
paragraph: Masp 1.021.325-4, MARIA CLÁUDIA SILVESTRE, referente ao 3º quinquênio, a partir de 25/02/2015. xyxy=(475,1747,827,1774)
table-header-row xyxy=(867,186,1219,200)
divider xyxy=(475,843,827,844)
paragraph: CONVERTE FÉRIAS-PRÊMIO EM ESPÉCIE, nos termos do art. 117 do ADCT da CE/1989, ao(s) servidor(es): MASP 1.045.255-5, Ibraim de Oliveira, referente ao saldo de 7(nove) meses; MASP 1.045.285-2, José Antonio Soares Madureira, referente ao saldo de 10(dez) meses; MASP 1.045.491-6, José Rafael Peixoto, referente ao saldo de 13(treze) meses. xyxy=(866,1530,1219,1594)
paragraph: Masp 1.020.780-1, JOÃO BATISTA DA SILVA, a partir de 12/08/2014; xyxy=(475,1872,807,1886)
table-header-cell: Autuado xyxy=(867,186,999,200)
paragraph: ATO Nº 017/2015 CONCEDE TRÊS MESES DE FÉRIAS-PRÊMIO, nos termos do § 4º do art. 31, da CE/1989, aos servidores: xyxy=(1258,1089,1656,1115)
